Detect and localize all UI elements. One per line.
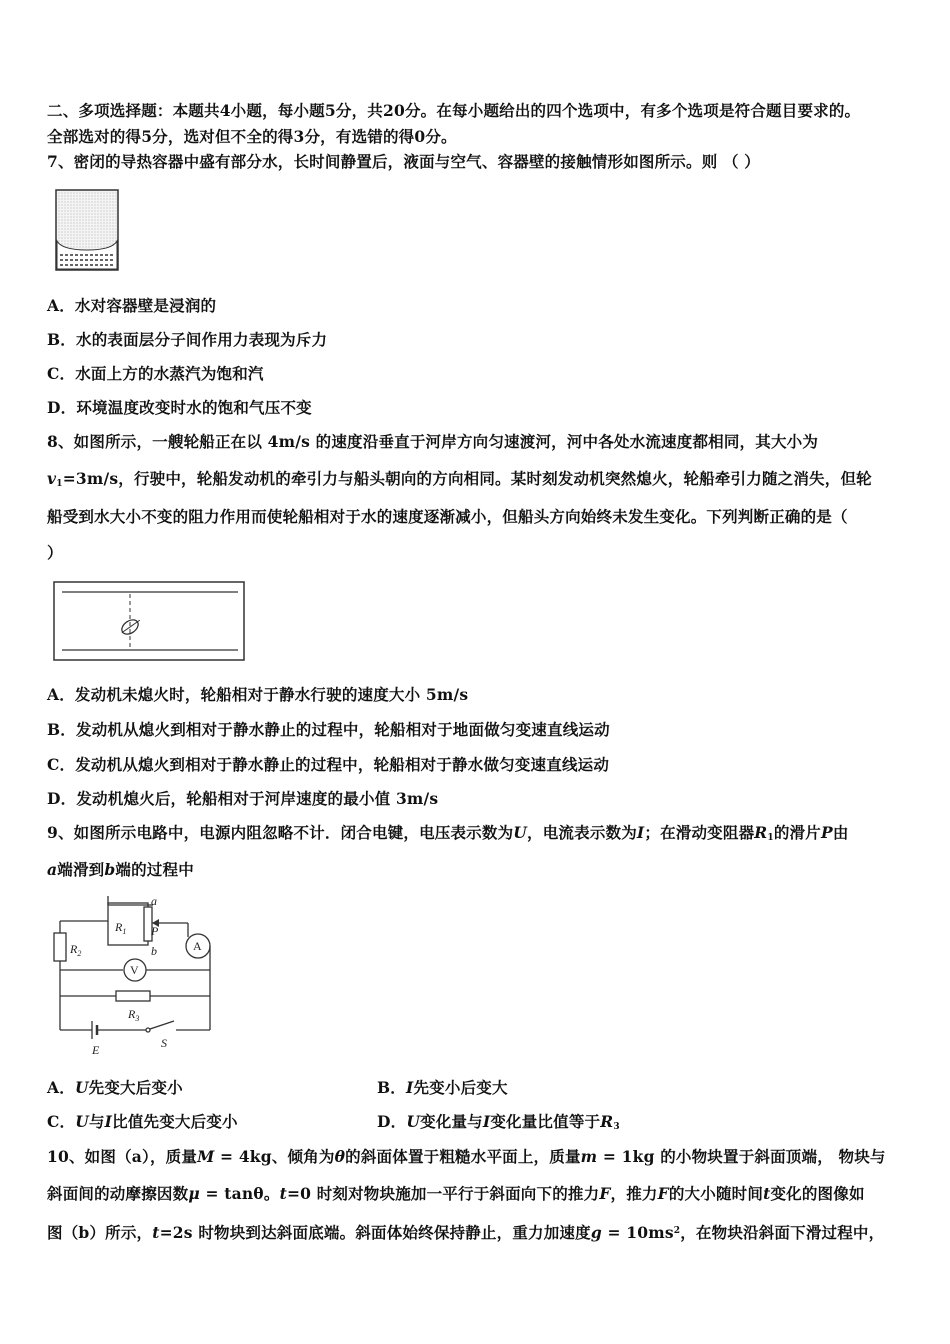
q10-stem-line2: 斜面间的动摩擦因数μ = tanθ。t=0 时刻对物块施加一平行于斜面向下的推力F，推力F的大小随时间t变化的图像如 [47, 1184, 865, 1203]
q9-option-c[interactable]: C．U与I比值先变大后变小 [47, 1112, 238, 1131]
svg-text:R1: $R_1$ [115, 920, 127, 936]
q7-stem: 7、密闭的导热容器中盛有部分水，长时间静置后，液面与空气、容器壁的接触情形如图所示。则 （ ） [47, 152, 760, 171]
q8-river-figure [52, 580, 248, 664]
svg-text:b: b [151, 944, 157, 958]
q7-container-figure [52, 186, 124, 276]
ship-icon [118, 615, 143, 637]
q10-stem-line3: 图（b）所示，t=2s 时物块到达斜面底端。斜面体始终保持静止，重力加速度$g = 10ms^2$，在物块沿斜面下滑过程中， [47, 1223, 885, 1242]
q9-option-d[interactable]: D．U变化量与I变化量比值等于$R_3$ [377, 1112, 620, 1132]
q9-option-a[interactable]: A．U先变大后变小 [47, 1078, 183, 1097]
svg-text:R2: $R_2$ [70, 942, 82, 958]
svg-text:P: P [151, 924, 159, 938]
q7-option-b[interactable]: B．水的表面层分子间作用力表现为斥力 [47, 330, 328, 349]
switch [146, 1028, 150, 1032]
q8-option-b[interactable]: B．发动机从熄火到相对于静水静止的过程中，轮船相对于地面做匀变速直线运动 [47, 720, 610, 739]
section-header-line2: 全部选对的得5分，选对但不全的得3分，有选错的得0分。 [47, 127, 457, 146]
svg-text:R3: $R_3$ [128, 1007, 140, 1023]
r2-resistor [54, 933, 66, 961]
svg-text:S: S [161, 1036, 167, 1050]
q8-stem-line4: ） [47, 543, 63, 562]
q8-stem-line3: 船受到水大小不变的阻力作用而使轮船相对于水的速度逐渐减小，但船头方向始终未发生变化。下列判断正确的是（ [47, 507, 848, 526]
q8-option-a[interactable]: A．发动机未熄火时，轮船相对于静水行驶的速度大小 5m/s [47, 685, 469, 704]
q8-stem-line1: 8、如图所示，一艘轮船正在以 4m/s 的速度沿垂直于河岸方向匀速渡河，河中各处水流速度都相同，其大小为 [47, 432, 819, 451]
q9-stem-line2: a端滑到b端的过程中 [47, 860, 194, 879]
r3-resistor [116, 991, 150, 1001]
q7-option-c[interactable]: C．水面上方的水蒸汽为饱和汽 [47, 364, 264, 383]
svg-text:a: a [151, 894, 157, 908]
q7-option-a[interactable]: A．水对容器壁是浸润的 [47, 296, 217, 315]
figure-frame [54, 582, 244, 660]
q8-option-c[interactable]: C．发动机从熄火到相对于静水静止的过程中，轮船相对于静水做匀变速直线运动 [47, 755, 610, 774]
q10-stem-line1: 10、如图（a），质量M = 4kg、倾角为θ的斜面体置于粗糙水平面上，质量m = 1kg 的小物块置于斜面顶端， 物块与 [47, 1147, 886, 1166]
q8-option-d[interactable]: D．发动机熄火后，轮船相对于河岸速度的最小值 3m/s [47, 789, 439, 808]
r1-box [108, 903, 148, 945]
svg-text:E: E [92, 1043, 100, 1057]
q9-circuit-figure [48, 893, 228, 1061]
svg-text:A: A [193, 939, 202, 953]
q9-stem-line1: 9、如图所示电路中，电源内阻忽略不计．闭合电键，电压表示数为U，电流表示数为I；在滑动变阻器$R_1$的滑片P由 [47, 823, 849, 843]
q8-stem-line2: $v_1=3m/s$，行驶中，轮船发动机的牵引力与船头朝向的方向相同。某时刻发动机突然熄火，轮船牵引力随之消失，但轮 [47, 469, 872, 489]
section-header-line1: 二、多项选择题：本题共4小题，每小题5分，共20分。在每小题给出的四个选项中，有多个选项是符合题目要求的。 [47, 101, 861, 120]
q7-option-d[interactable]: D．环境温度改变时水的饱和气压不变 [47, 398, 312, 417]
q9-option-b[interactable]: B．I先变小后变大 [377, 1078, 508, 1097]
svg-text:V: V [130, 963, 139, 977]
